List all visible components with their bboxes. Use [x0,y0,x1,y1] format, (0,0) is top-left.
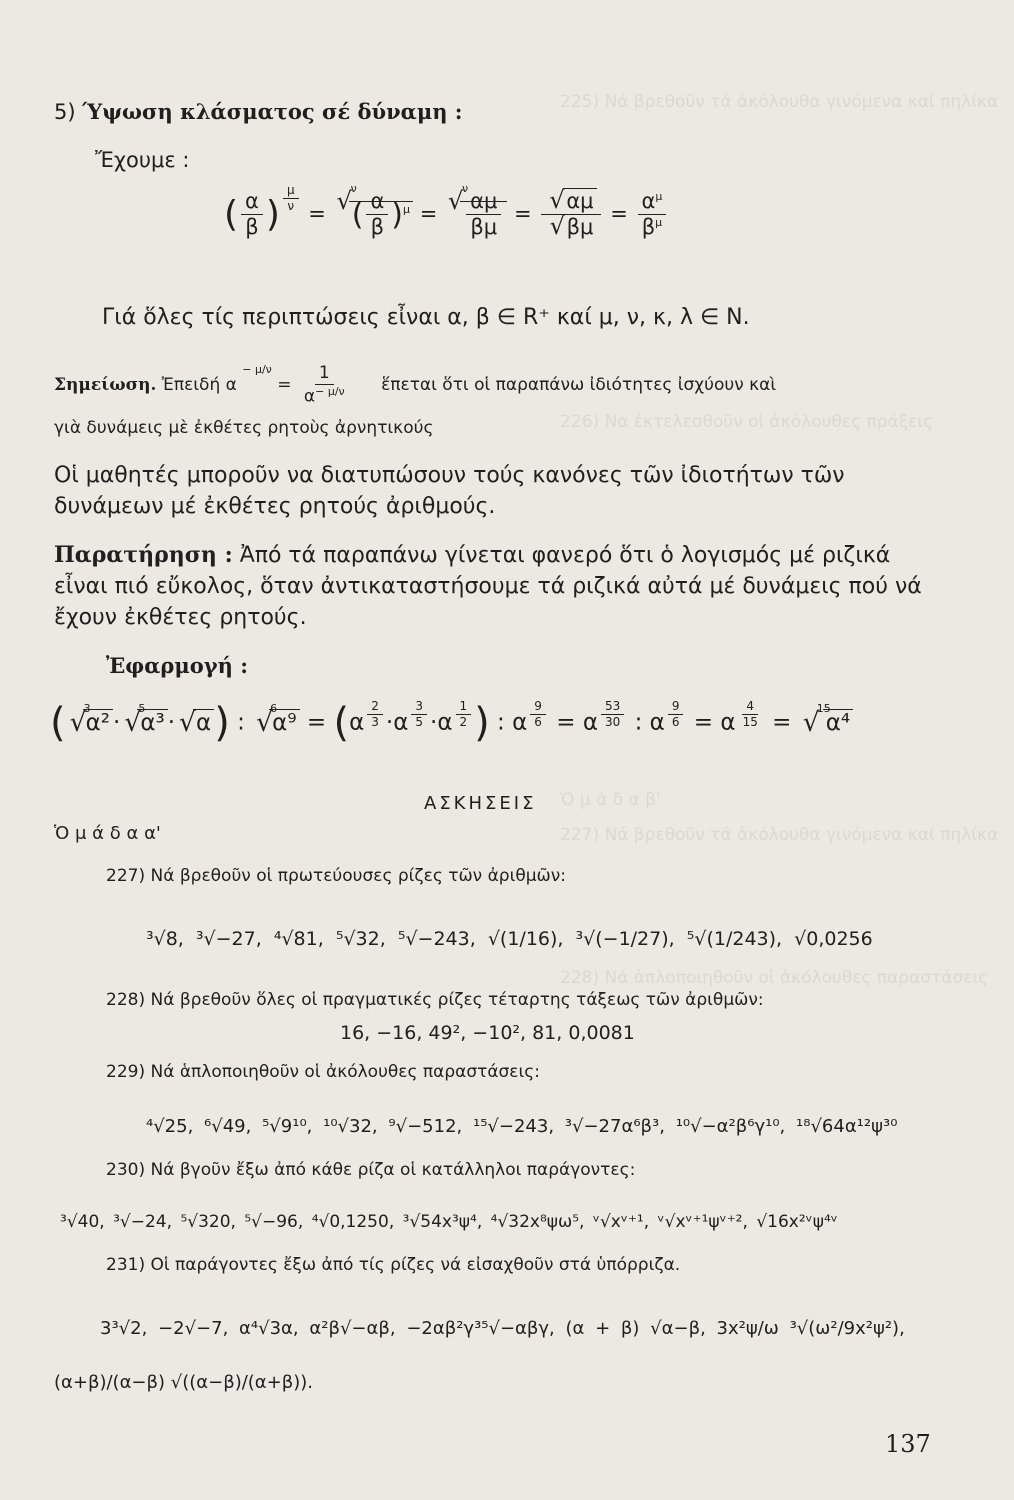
bleed-through-line: 228) Νά ἁπλοποιηθοῦν οἱ ἀκόλουθες παραστάσεις [560,968,989,988]
remark-paragraph [54,540,934,633]
exercise-231-expressions-cont: (α+β)/(α−β) √((α−β)/(α+β)). [54,1372,314,1393]
bleed-through-line: 225) Νά βρεθοῦν τά ἀκόλουθα γινόμενα καί πηλίκα [560,92,999,112]
intro-text: Ἔχουμε : [95,148,190,172]
note-line: Σημείωση. Ἐπειδή α $^{- \mu/\nu}$ = $\frac{1}{\alpha^{- \mu/\nu}}$ ἕπεται ὅτι οἱ παραπάνω ἰδιότητες ἰσχύουν καὶ [54,363,777,407]
exercise-231-prompt: 231) Οἱ παράγοντες ἔξω ἀπό τίς ρίζες νά εἰσαχθοῦν στά ὑπόρριζα. [106,1255,681,1275]
application-label: Ἐφαρμογή : [106,653,248,678]
section-title: Ύψωση κλάσματος σέ δύναμη : [82,99,463,124]
students-paragraph: Οἱ μαθητές μποροῦν να διατυπώσουν τούς κανόνες τῶν ἰδιοτήτων τῶν δυνάμεων μέ ἐκθέτες ρητούς ἀριθμούς. [54,463,845,519]
exercise-230-prompt: 230) Νά βγοῦν ἔξω ἀπό κάθε ρίζα οἱ κατάλληλοι παράγοντες: [106,1160,636,1180]
bleed-through-line: 226) Να ἐκτελεσθοῦν οἱ ἀκόλουθες πράξεις [560,412,934,432]
section-number: 5) [54,100,76,124]
exercise-227-prompt: 227) Νά βρεθοῦν οἱ πρωτεύουσες ρίζες τῶν ἀριθμῶν: [106,866,567,886]
note-continuation: γιὰ δυνάμεις μὲ ἐκθέτες ρητοὺς ἀρνητικούς [54,418,434,438]
note-label: Σημείωση. [54,375,157,396]
remark-text: Ἀπό τά παραπάνω γίνεται φανερό ὅτι ὁ λογισμός μέ ριζικά εἶναι πιό εὔκολος, ὅταν ἀντικαταστήσουμε τά ριζικά αὐτά μέ δυνάμεις πού νά ἔχουν ἐκθέτες ρητούς. [54,543,922,630]
section-heading [54,96,463,128]
remark-label: Παρατήρηση : [54,542,233,568]
power-of-fraction-formula: ( $\frac{\alpha}{\beta}$ ) $\frac{\mu}{\nu}$ = √ $^\nu$( $\frac{\alpha}{\beta}$ )$^\mu$ = √ $^\nu$ $\frac{\alpha\mu}{\beta\mu}$ = √ αμ √ βμ = $\frac{\alpha^\mu}{\beta^\mu}$ [224,190,669,239]
exercise-231-expressions: 3³√2, −2√−7, α⁴√3α, α²β√−αβ, −2αβ²γ³⁵√−αβγ, (α + β) √α−β, 3x²ψ/ω ³√(ω²/9x²ψ²), [100,1318,905,1339]
bleed-through-line: 227) Νά βρεθοῦν τά ἀκόλουθα γινόμενα καί πηλίκα [560,825,999,845]
exercise-229-prompt: 229) Νά ἁπλοποιηθοῦν οἱ ἀκόλουθες παραστάσεις: [106,1062,540,1082]
bleed-through-line: Ὁ μ ά δ α β' [560,790,661,810]
exercise-229-expressions: ⁴√25, ⁶√49, ⁵√9¹⁰, ¹⁰√32, ⁹√−512, ¹⁵√−243, ³√−27α⁶β³, ¹⁰√−α²β⁶γ¹⁰, ¹⁸√64α¹²ψ³⁰ [146,1116,898,1137]
exercise-228-expressions: 16, −16, 49², −10², 81, 0,0081 [340,1022,635,1044]
exercise-227-expressions: ³√8, ³√−27, ⁴√81, ⁵√32, ⁵√−243, √(1/16), ³√(−1/27), ⁵√(1/243), √0,0256 [146,928,873,950]
exercise-230-expressions: ³√40, ³√−24, ⁵√320, ⁵√−96, ⁴√0,1250, ³√54x³ψ⁴, ⁴√32x⁸ψω⁵, ᵛ√xᵛ⁺¹, ᵛ√xᵛ⁺¹ψᵛ⁺², √16x²ᵛψ⁴ᵛ [60,1212,838,1232]
page-number: 137 [885,1430,931,1458]
exercise-group-label: Ὁ μ ά δ α α' [54,823,161,844]
exercise-228-prompt: 228) Νά βρεθοῦν ὅλες οἱ πραγματικές ρίζες τέταρτης τάξεως τῶν ἀριθμῶν: [106,990,764,1010]
application-formula: (√ $^3$α² ·√ $^5$α³ ·√ α) : √ $^6$α⁹ = (α $\frac{2}{3}$ ·α $\frac{3}{5}$ ·α $\frac{1}{2}$ ) : α $\frac{9}{6}$ = α $\frac{53}{30}$ : α $\frac{9}{6}$ = α $\frac{4}{15}$ = √ $^{15}$α⁴ [50,700,853,746]
conditions-text: Γιά ὅλες τίς περιπτώσεις εἶναι α, β ∈ R⁺ καί μ, ν, κ, λ ∈ N. [102,305,750,330]
exercises-title: ΑΣΚΗΣΕΙΣ [424,793,537,814]
